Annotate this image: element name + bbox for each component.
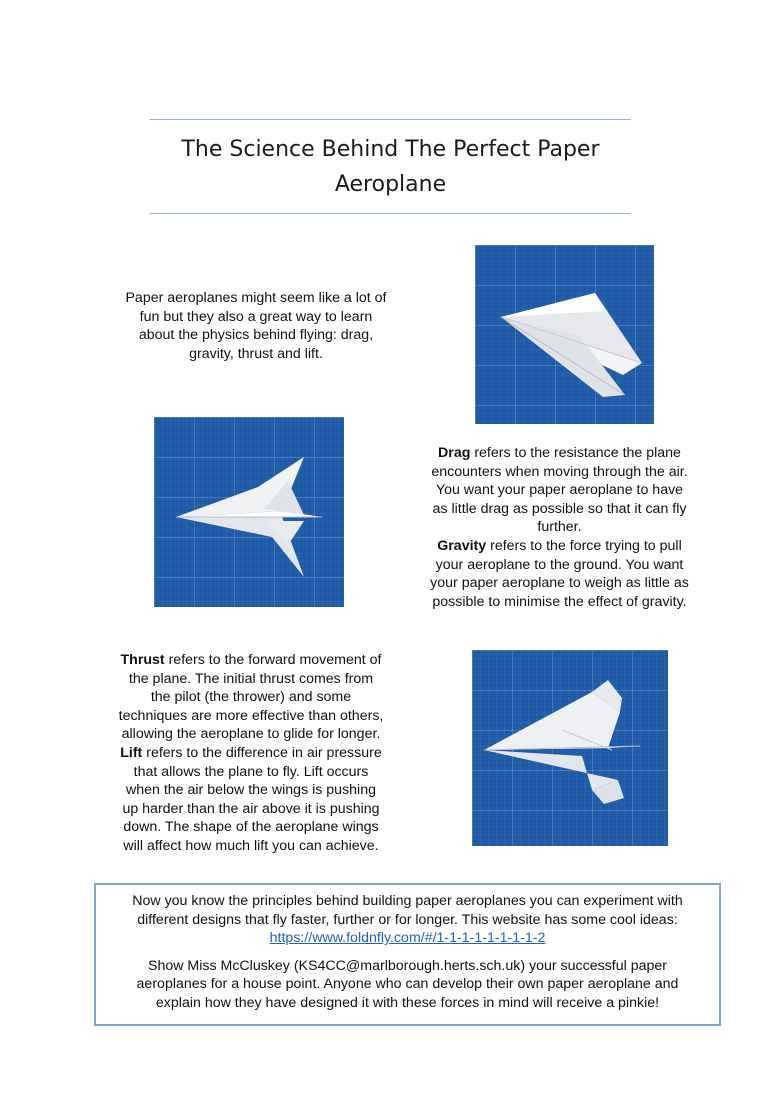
drag-term: Drag bbox=[438, 445, 471, 461]
bottom-divider bbox=[150, 213, 631, 214]
foldnfly-link[interactable]: https://www.foldnfly.com/#/1-1-1-1-1-1-1-1-2 bbox=[269, 930, 546, 947]
gravity-term: Gravity bbox=[437, 537, 487, 554]
info-box: Now you know the principles behind building paper aeroplanes you can experiment with different designs that fly faster, further or for longer. This website has some cool ideas: https://www.foldnfly.com/#/1-1-1-1-1-1-1-1-2 Show Miss McCluskey (KS4CC@marlborough.herts.sch.uk) your successful paper aeroplanes for a house point. Anyone who can develop their own paper aeroplane and explain how they have designed it with these forces in mind will receive a pinkie! bbox=[94, 883, 721, 1026]
page-title bbox=[150, 132, 631, 202]
intro-paragraph: Paper aeroplanes might seem like a lot of fun but they also a great way to learn about the physics behind flying: drag, gravity, thrust and lift. bbox=[125, 290, 387, 362]
title-line-1: The Science Behind The Perfect Paper bbox=[181, 137, 600, 162]
thrust-term: Thrust bbox=[120, 652, 165, 668]
drag-gravity-paragraph: Drag refers to the resistance the plane encounters when moving through the air. You want your paper aeroplane to have as little drag as possible so that it can fly further. Gravity refers to the force trying to pull your aeroplane to the ground. You want your paper aeroplane to weigh as little as possible to minimise the effect of gravity. bbox=[430, 445, 689, 610]
paper-plane-photo-3 bbox=[472, 650, 668, 846]
title-line-2: Aeroplane bbox=[334, 172, 447, 197]
thrust-lift-paragraph: Thrust refers to the forward movement of the plane. The initial thrust comes from the pilot (the thrower) and some techniques are more effective than others, allowing the aeroplane to glide for longer. Lift refers to the difference in air pressure that allows the plane to fly. Lift occurs when the air below the wings is pushing up harder than the air above it is pushing down. The shape of the aeroplane wings will affect how much lift you can achieve. bbox=[118, 652, 384, 854]
paper-plane-photo-2 bbox=[154, 417, 344, 607]
top-divider bbox=[150, 119, 631, 120]
paper-plane-photo-1 bbox=[475, 245, 654, 424]
lift-term: Lift bbox=[120, 744, 143, 761]
